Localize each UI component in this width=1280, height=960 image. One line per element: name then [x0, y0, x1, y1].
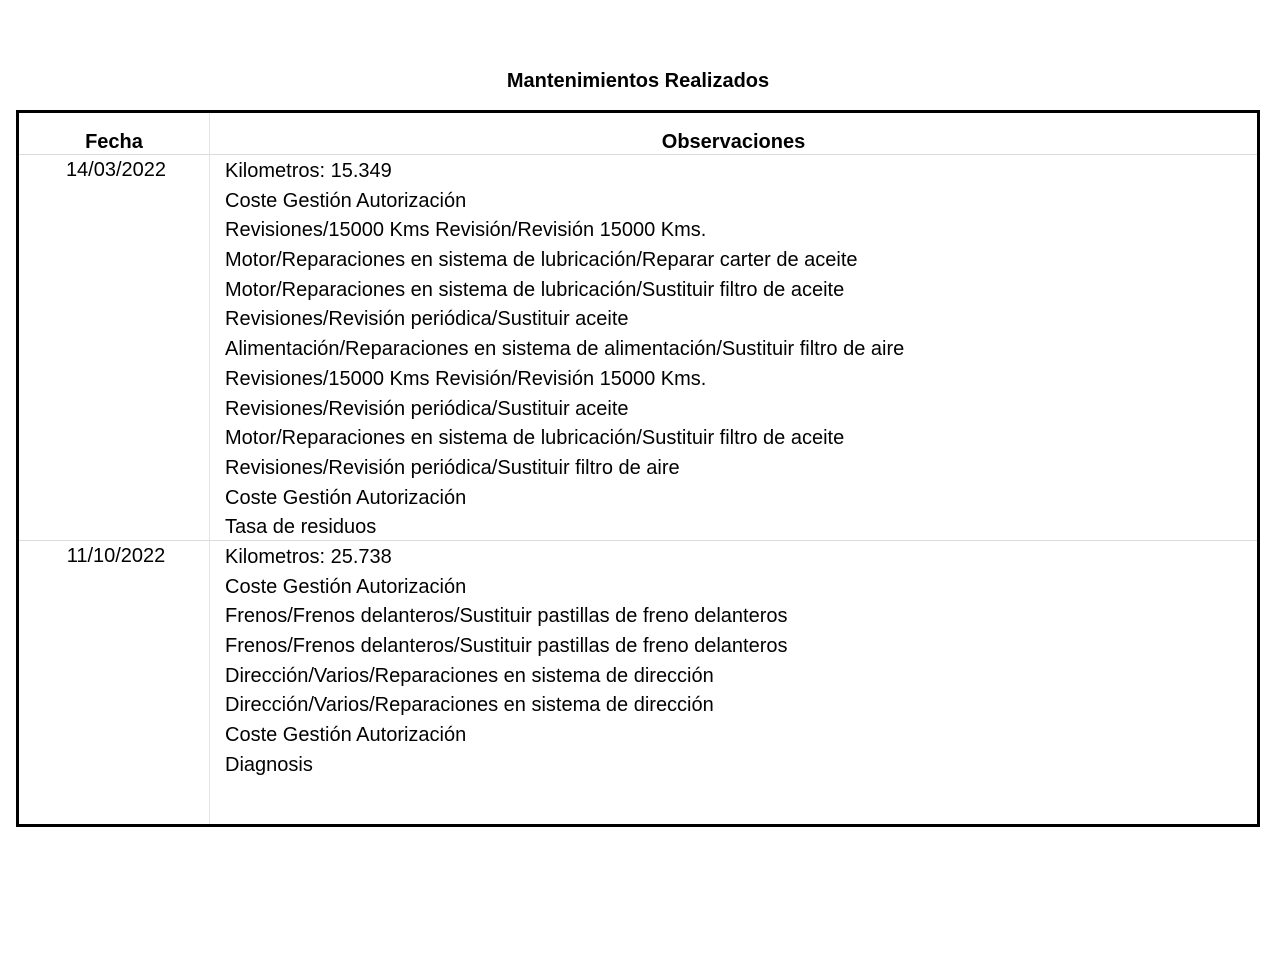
observation-line: Tasa de residuos — [225, 516, 377, 539]
observation-line: Frenos/Frenos delanteros/Sustituir pastillas de freno delanteros — [225, 635, 788, 658]
observation-line: Revisiones/15000 Kms Revisión/Revisión 15000 Kms. — [225, 219, 707, 242]
observation-line: Revisiones/Revisión periódica/Sustituir aceite — [225, 308, 629, 331]
observation-line: Kilometros: 25.738 — [225, 546, 392, 568]
observation-line: Motor/Reparaciones en sistema de lubricación/Sustituir filtro de aceite — [225, 278, 845, 301]
observation-line: Revisiones/Revisión periódica/Sustituir filtro de aire — [225, 456, 680, 479]
header-observaciones: Observaciones — [661, 131, 806, 153]
observation-line: Kilometros: 15.349 — [225, 160, 392, 182]
observation-line: Dirección/Varios/Reparaciones en sistema de dirección — [225, 694, 714, 717]
row-date: 11/10/2022 — [66, 545, 166, 567]
observation-line: Motor/Reparaciones en sistema de lubricación/Reparar carter de aceite — [225, 249, 858, 272]
observation-line: Dirección/Varios/Reparaciones en sistema de dirección — [225, 664, 714, 687]
header-fecha: Fecha — [85, 131, 143, 153]
observation-line: Diagnosis — [225, 753, 313, 776]
observation-line: Frenos/Frenos delanteros/Sustituir pastillas de freno delanteros — [225, 605, 788, 628]
document-title: Mantenimientos Realizados — [506, 70, 770, 92]
table-row — [19, 155, 1257, 541]
row-date: 14/03/2022 — [65, 159, 167, 181]
observation-line: Alimentación/Reparaciones en sistema de alimentación/Sustituir filtro de aire — [225, 338, 905, 361]
observation-line: Coste Gestión Autorización — [225, 189, 467, 212]
table-row — [19, 541, 1257, 824]
observation-line: Coste Gestión Autorización — [225, 575, 467, 598]
table-header — [19, 113, 1257, 155]
row-observations — [225, 157, 904, 543]
observation-line: Revisiones/Revisión periódica/Sustituir aceite — [225, 397, 629, 420]
observation-line: Revisiones/15000 Kms Revisión/Revisión 15000 Kms. — [225, 367, 707, 390]
maintenance-table — [16, 110, 1260, 827]
observation-line: Coste Gestión Autorización — [225, 724, 467, 747]
observation-line: Coste Gestión Autorización — [225, 486, 467, 509]
observation-line: Motor/Reparaciones en sistema de lubricación/Sustituir filtro de aceite — [225, 427, 845, 450]
row-observations — [225, 543, 788, 781]
